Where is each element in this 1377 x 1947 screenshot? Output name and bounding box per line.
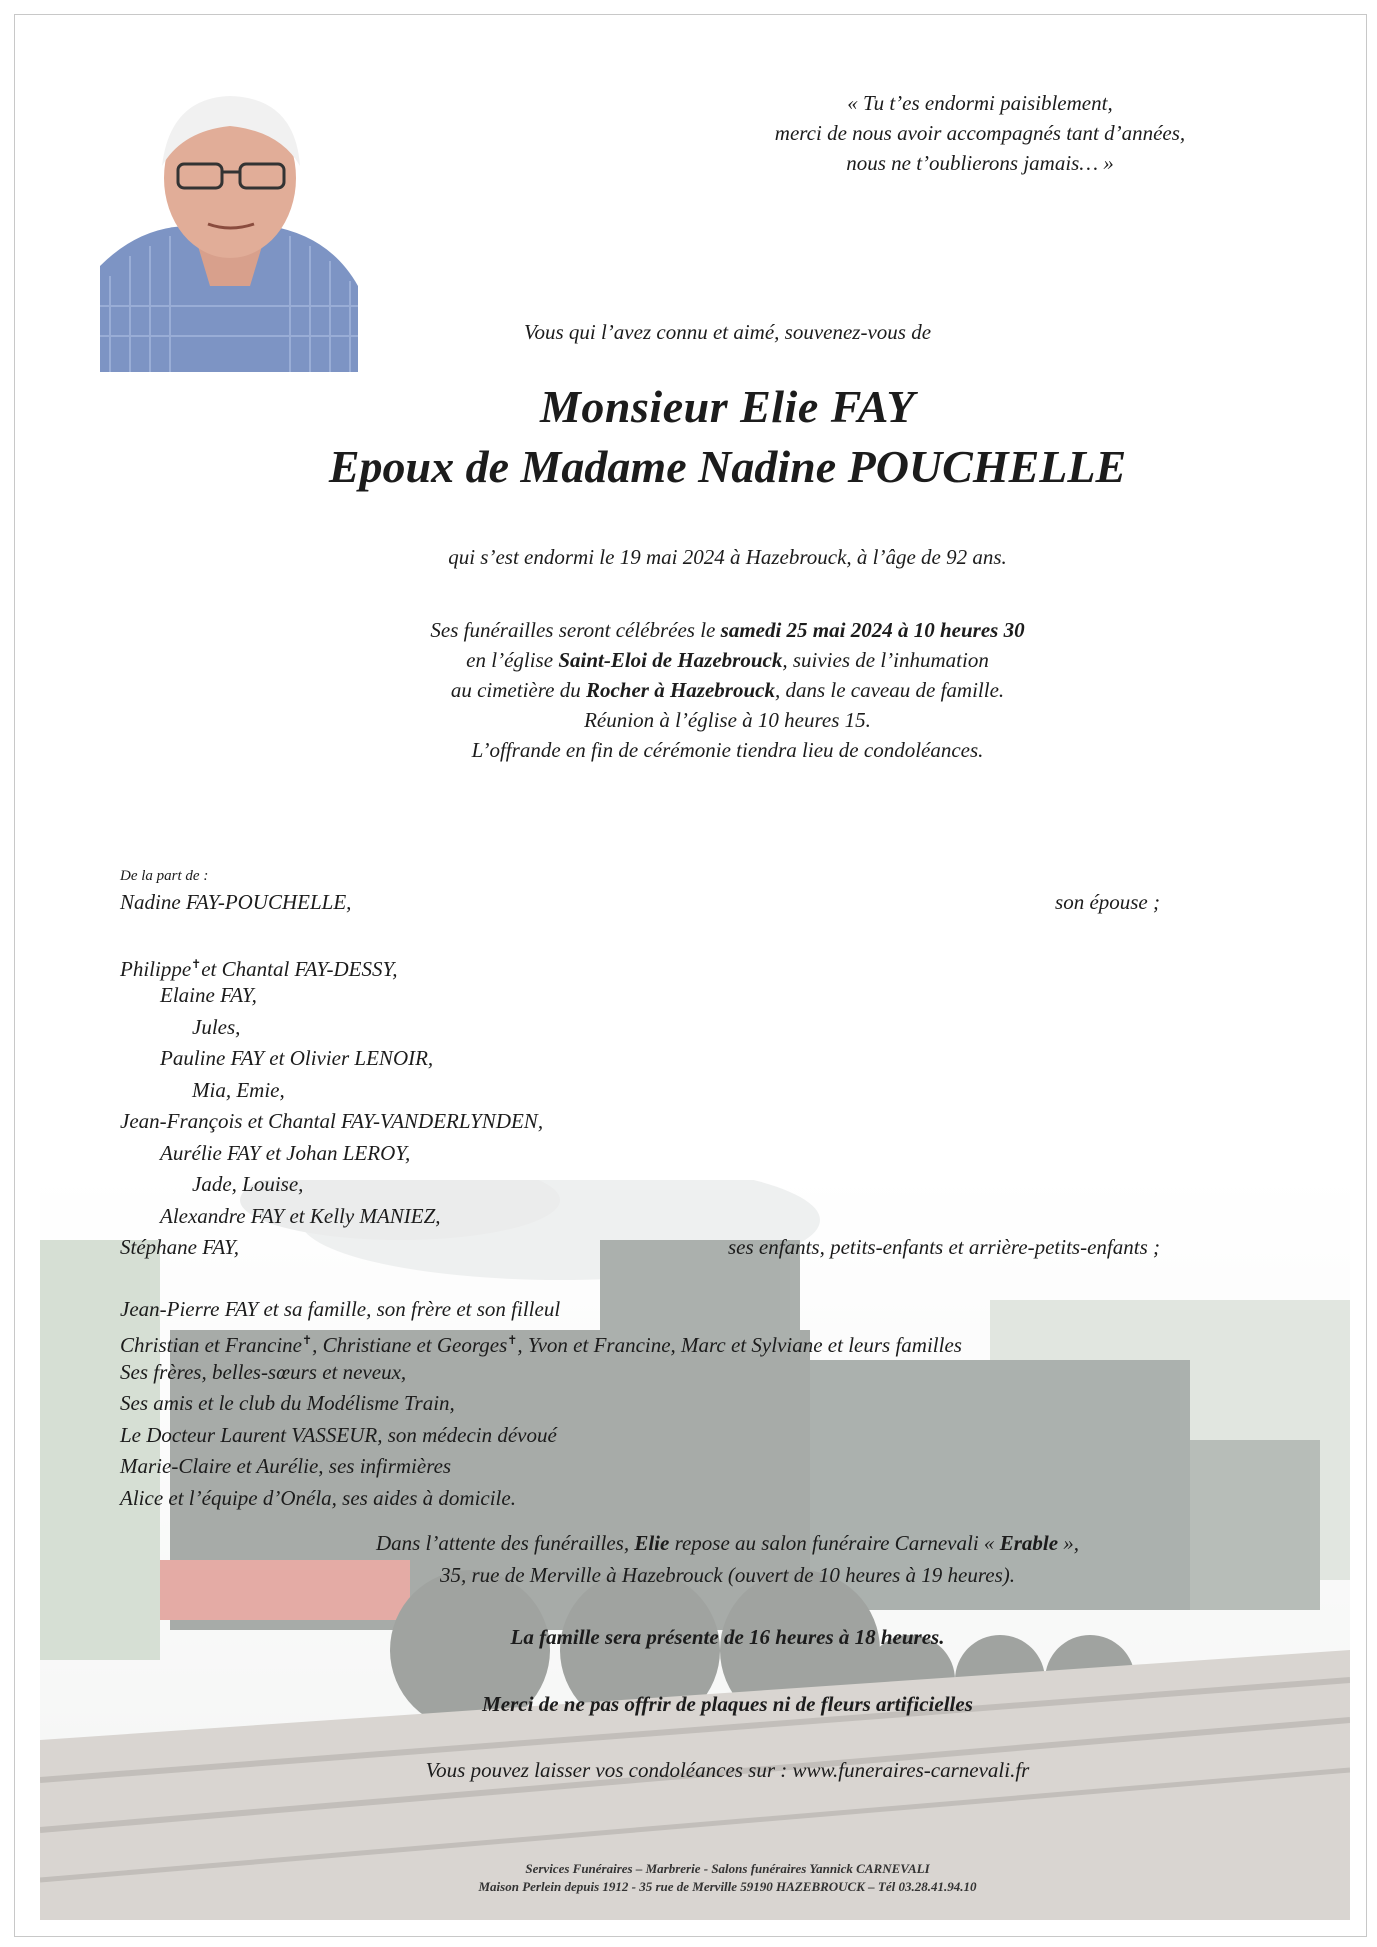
wake-room-name: Erable <box>999 1531 1059 1555</box>
family-row-1 <box>120 949 1180 981</box>
spouse-role: son épouse ; <box>1055 890 1160 914</box>
from-label: De la part de : <box>120 868 209 884</box>
other-row-2 <box>120 1325 1180 1357</box>
family-row-2: Elaine FAY, <box>160 983 257 1007</box>
family-row-7: Aurélie FAY et Johan LEROY, <box>160 1140 411 1165</box>
child-name: Philippe <box>120 956 192 981</box>
family-row-9: Alexandre FAY et Kelly MANIEZ, <box>160 1203 441 1228</box>
other-row-7: Alice et l’équipe d’Onéla, ses aides à domicile. <box>120 1485 516 1510</box>
funeral-line-2 <box>0 645 1377 675</box>
other-row-5: Le Docteur Laurent VASSEUR, son médecin dévoué <box>120 1422 557 1447</box>
quote-line-2: merci de nous avoir accompagnés tant d’années, <box>774 121 1186 145</box>
wake-line-2: 35, rue de Merville à Hazebrouck (ouvert de 10 heures à 19 heures). <box>439 1563 1015 1587</box>
quote-line-1: « Tu t’es endormi paisiblement, <box>847 91 1113 115</box>
no-plates-notice: Merci de ne pas offrir de plaques ni de fleurs artificielles <box>482 1692 973 1716</box>
memorial-quote <box>720 88 1240 178</box>
family-row-3: Jules, <box>192 1014 241 1039</box>
funeral-date: samedi 25 mai 2024 à 10 heures 30 <box>720 618 1025 642</box>
funeral-line-3-text: au cimetière du <box>450 678 586 702</box>
wake-line-1 <box>0 1527 1377 1559</box>
child-name-suffix: et Chantal FAY-DESSY, <box>201 956 398 981</box>
funeral-line-5: L’offrande en fin de cérémonie tiendra lieu de condoléances. <box>471 738 984 762</box>
other-row-3: Ses frères, belles-sœurs et neveux, <box>120 1359 407 1384</box>
children-role: ses enfants, petits-enfants et arrière-petits-enfants ; <box>728 1235 1160 1259</box>
deceased-cross-icon: ✝ <box>302 1333 313 1347</box>
deceased-cross-icon: ✝ <box>191 956 202 971</box>
other-name: Christian et Francine <box>120 1333 302 1357</box>
deceased-name: Monsieur Elie FAY <box>540 381 915 432</box>
funeral-church: Saint-Eloi de Hazebrouck <box>558 648 783 672</box>
intro-line: Vous qui l’avez connu et aimé, souvenez-vous de <box>523 320 932 344</box>
wake-deceased-name: Elie <box>634 1531 670 1555</box>
family-row-6: Jean-François et Chantal FAY-VANDERLYNDEN, <box>120 1109 544 1133</box>
funeral-home-footer <box>0 1860 1377 1896</box>
wake-details <box>0 1527 1377 1591</box>
footer-line-2: Maison Perlein depuis 1912 - 35 rue de Merville 59190 HAZEBROUCK – Tél 03.28.41.94.10 <box>478 1879 977 1894</box>
funeral-line-4: Réunion à l’église à 10 heures 15. <box>584 708 871 732</box>
other-row-4: Ses amis et le club du Modélisme Train, <box>120 1391 455 1415</box>
family-presence: La famille sera présente de 16 heures à 18 heures. <box>510 1625 945 1649</box>
funeral-line-2-text: en l’église <box>466 648 559 672</box>
condolences-link-line: Vous pouvez laisser vos condoléances sur : www.funeraires-carnevali.fr <box>425 1758 1030 1782</box>
funeral-line-1 <box>0 615 1377 645</box>
wake-text: », <box>1058 1531 1080 1555</box>
death-notice: qui s’est endormi le 19 mai 2024 à Hazebrouck, à l’âge de 92 ans. <box>448 545 1007 569</box>
footer-line-1: Services Funéraires – Marbrerie - Salons funéraires Yannick CARNEVALI <box>525 1861 930 1876</box>
funeral-line-1-text: Ses funérailles seront célébrées le <box>430 618 721 642</box>
quote-line-3: nous ne t’oublierons jamais… » <box>846 151 1114 175</box>
other-name: , Christiane et Georges <box>312 1333 508 1357</box>
funeral-line-2-suffix: , suivies de l’inhumation <box>782 648 989 672</box>
wake-text: Dans l’attente des funérailles, <box>375 1531 635 1555</box>
funeral-line-3 <box>0 675 1377 705</box>
family-row-4: Pauline FAY et Olivier LENOIR, <box>160 1046 434 1070</box>
funeral-cemetery: Rocher à Hazebrouck <box>585 678 775 702</box>
wake-text: repose au salon funéraire Carnevali « <box>669 1531 1000 1555</box>
family-row-5: Mia, Emie, <box>192 1077 285 1102</box>
other-row-1: Jean-Pierre FAY et sa famille, son frère et son filleul <box>120 1296 561 1321</box>
family-row-10 <box>120 1232 1180 1264</box>
family-row-8: Jade, Louise, <box>192 1172 304 1196</box>
funeral-details <box>0 615 1377 765</box>
child-name: Stéphane FAY, <box>120 1235 240 1259</box>
other-name: , Yvon et Francine, Marc et Sylviane et leurs familles <box>517 1333 962 1357</box>
funeral-line-3-suffix: , dans le caveau de famille. <box>774 678 1005 702</box>
deceased-cross-icon: ✝ <box>507 1333 518 1347</box>
spouse-name: Nadine FAY-POUCHELLE, <box>120 890 352 914</box>
other-row-6: Marie-Claire et Aurélie, ses infirmières <box>120 1454 452 1478</box>
family-list <box>120 865 1180 1514</box>
deceased-spouse: Epoux de Madame Nadine POUCHELLE <box>328 441 1127 492</box>
family-row-spouse <box>120 887 1180 919</box>
